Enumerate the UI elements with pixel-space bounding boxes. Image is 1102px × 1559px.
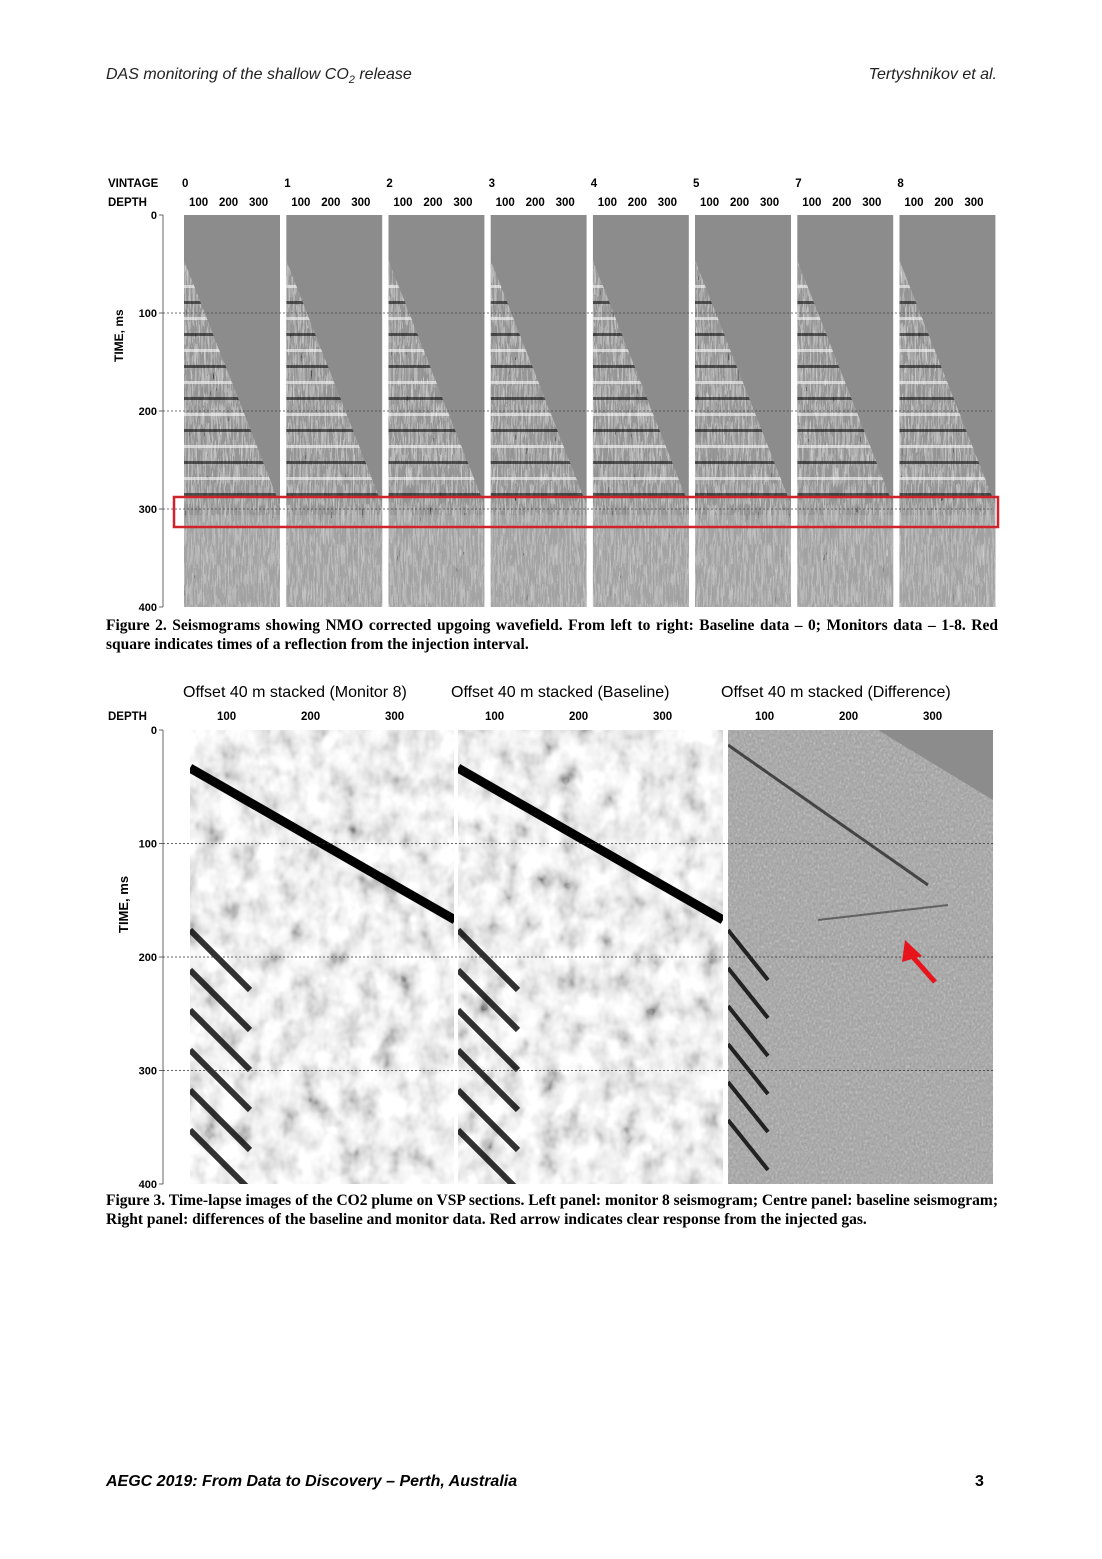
fig2-caption: Figure 2. Seismograms showing NMO corrected upgoing wavefield. From left to right: Baseline data – 0; Monitors data – 1-8. Red square indicates times of a reflection from the injection interval. (106, 617, 998, 653)
fig2-depth-tick: 100 (189, 197, 209, 209)
fig2-vintage-label-6: 7 (795, 178, 802, 190)
fig2-depth-tick: 100 (700, 197, 720, 209)
running-header-title (106, 66, 412, 86)
fig2-depth-tick: 200 (423, 197, 443, 209)
fig3-time-tick: 100 (138, 838, 157, 851)
fig2-depth-tick: 100 (291, 197, 311, 209)
footer-page-number: 3 (975, 1473, 984, 1490)
fig2-depth-tick: 200 (321, 197, 341, 209)
header-title-subscript: 2 (348, 74, 355, 87)
fig2-depth-tick: 300 (249, 197, 269, 209)
fig3-depth-tick: 100 (485, 711, 505, 723)
fig3-depth-tick: 300 (385, 711, 405, 723)
running-header-authors: Tertyshnikov et al. (868, 66, 997, 83)
fig3-panel (454, 730, 723, 1190)
header-title-text: DAS monitoring of the shallow CO (106, 66, 349, 83)
fig2-time-tick: 200 (138, 406, 157, 418)
fig2-depth-tick: 300 (760, 197, 780, 209)
fig2-depth-tick: 100 (393, 197, 413, 209)
fig3-time-tick: 400 (138, 1179, 157, 1190)
fig3-caption: Figure 3. Time-lapse images of the CO2 plume on VSP sections. Left panel: monitor 8 seismogram; Centre panel: baseline seismogram; Right panel: differences of the baseline and monitor data. Red arrow indicates clear response from the injected gas. (106, 1192, 998, 1228)
fig2-time-tick: 400 (138, 602, 157, 614)
fig2-vintage-label-7: 8 (897, 178, 904, 190)
fig2-vintage-label-5: 5 (693, 178, 700, 190)
fig2-vintage-label-1: 1 (284, 178, 291, 190)
fig3-time-axis-label: TIME, ms (116, 875, 131, 933)
fig3-time-tick: 200 (138, 952, 157, 964)
fig2-depth-tick: 200 (730, 197, 750, 209)
header-title-tail: release (354, 66, 412, 83)
fig3-depth-tick: 100 (217, 711, 237, 723)
footer-conference: AEGC 2019: From Data to Discovery – Perth, Australia (106, 1473, 518, 1490)
fig3-panel-title: Offset 40 m stacked (Difference) (721, 684, 951, 701)
fig2-depth-tick: 300 (453, 197, 473, 209)
fig2-vintage-label-3: 3 (488, 178, 495, 190)
fig3-panel-title: Offset 40 m stacked (Monitor 8) (183, 684, 407, 701)
fig3-vsp-panels (100, 720, 1010, 1190)
fig3-time-tick: 0 (150, 725, 157, 737)
fig2-depth-tick: 200 (525, 197, 545, 209)
fig3-depth-tick: 100 (755, 711, 775, 723)
fig2-depth-tick: 200 (627, 197, 647, 209)
fig3-depth-tick: 200 (569, 711, 589, 723)
fig2-time-axis-label: TIME, ms (112, 309, 126, 362)
fig3-depth-label: DEPTH (108, 711, 147, 723)
fig2-vintage-label: VINTAGE (108, 178, 159, 190)
fig3-depth-tick: 300 (923, 711, 943, 723)
fig2-time-tick: 300 (138, 504, 157, 516)
fig2-vintage-label-2: 2 (386, 178, 393, 190)
fig2-time-tick: 0 (150, 210, 157, 222)
fig2-depth-tick: 100 (495, 197, 515, 209)
fig3-depth-tick: 200 (839, 711, 859, 723)
fig2-depth-tick: 300 (657, 197, 677, 209)
fig2-depth-label: DEPTH (108, 197, 147, 209)
fig2-depth-tick: 100 (904, 197, 924, 209)
fig2-depth-tick: 100 (802, 197, 822, 209)
fig3-depth-tick: 200 (301, 711, 321, 723)
fig2-depth-tick: 300 (862, 197, 882, 209)
fig3-time-tick: 300 (138, 1065, 157, 1078)
fig2-vintage-label-4: 4 (590, 178, 598, 190)
fig3-panel (190, 730, 455, 1190)
fig2-seismogram-panels (100, 205, 1010, 615)
fig3-depth-tick: 300 (653, 711, 673, 723)
fig2-time-tick: 100 (138, 308, 157, 320)
fig3-panel-title: Offset 40 m stacked (Baseline) (451, 684, 670, 701)
fig2-depth-tick: 200 (832, 197, 852, 209)
fig2-depth-tick: 200 (934, 197, 954, 209)
fig2-depth-tick: 300 (964, 197, 984, 209)
fig2-vintage-label-0: 0 (182, 178, 189, 190)
fig2-depth-tick: 200 (219, 197, 239, 209)
fig2-depth-tick: 100 (597, 197, 617, 209)
fig2-depth-tick: 300 (555, 197, 575, 209)
fig2-depth-tick: 300 (351, 197, 371, 209)
